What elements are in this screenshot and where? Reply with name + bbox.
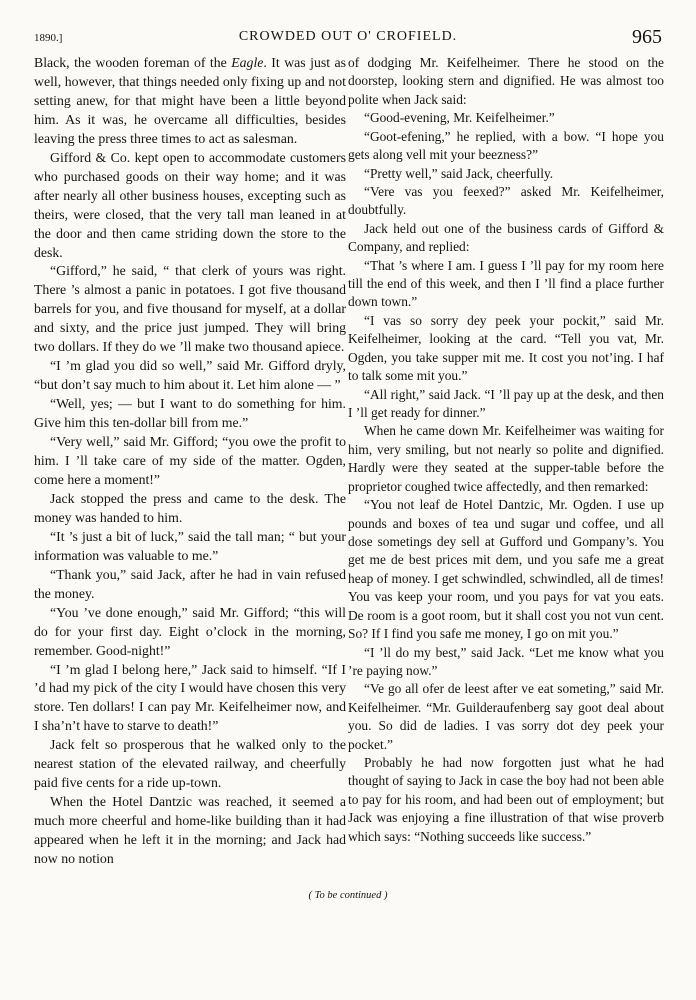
paragraph: When he came down Mr. Keifelheimer was waiting for him, very smiling, but not nearly so polite and dignified. Hardly were they seated at the supper-table before the proprietor coughed twice affectedly, and then remarked: [348, 423, 664, 494]
paragraph: “Gifford,” he said, “ that clerk of yours was right. There ’s almost a panic in potatoes. I got five thousand barrels for you, and five thousand for myself, at a dollar and sixty, and the price just jumped. They will bring two dollars. If they do we ’ll make two thousand apiece. [34, 263, 346, 355]
paragraph: “I ’m glad I belong here,” Jack said to himself. “If I ’d had my pick of the city I would have chosen this very store. Ten dollars! I can pay Mr. Keifelheimer now, and I sha’n’t have to starve to death!” [34, 661, 346, 734]
paragraph: “I ’ll do my best,” said Jack. “Let me know what you ’re paying now.” [348, 644, 664, 678]
page-header [34, 26, 662, 48]
page-number: 965 [632, 26, 662, 48]
paragraph: Jack stopped the press and came to the desk. The money was handed to him. [34, 490, 346, 525]
paragraph: Probably he had now forgotten just what he had thought of saying to Jack in case the boy had not been able to pay for his room, and had been out of employment; but Jack was enjoying a fine illustration of that wise proverb which says: “Nothing succeeds like success.” [348, 755, 664, 844]
paragraph: Black, the wooden foreman of the Eagle. It was just as well, however, that things needed only fixing up and not setting anew, for that might have been a little beyond him. As it was, he overcame all difficulties, besides leaving the press three times to act as salesman. [34, 55, 346, 146]
paragraph: Jack held out one of the business cards of Gifford & Company, and replied: [348, 220, 664, 255]
paragraph: Gifford & Co. kept open to accommodate customers who purchased goods on their way home; and it was after nearly all other business houses, excepting such as theirs, were closed, that the very tall man leaned in at the door and then came striding down the store to the desk. [34, 149, 346, 260]
header-year: 1890.] [34, 32, 63, 44]
paragraph: When the Hotel Dantzic was reached, it seemed a much more cheerful and home-like building than it had appeared when he left it in the morning; and Jack had now no notion [34, 794, 346, 867]
paragraph: Jack felt so prosperous that he walked only to the nearest station of the elevated railway, and cheerfully paid five cents for a ride up-town. [34, 737, 346, 791]
paragraph: “You ’ve done enough,” said Mr. Gifford; “this will do for your first day. Eight o’clock in the morning, remember. Good-night!” [34, 604, 346, 658]
to-be-continued: ( To be continued ) [308, 890, 388, 901]
paragraph: “Very well,” said Mr. Gifford; “you owe the profit to him. I ’ll take care of my side of the matter. Ogden, come here a moment!” [34, 434, 346, 487]
paragraph: “Thank you,” said Jack, after he had in vain refused the money. [34, 566, 346, 601]
running-title: CROWDED OUT O' CROFIELD. [238, 29, 458, 44]
paragraph: “Pretty well,” said Jack, cheerfully. [364, 165, 554, 181]
paragraph: “That ’s where I am. I guess I ’ll pay for my room here till the end of this week, and then I ’ll find a place further down town.” [348, 257, 664, 310]
right-column [348, 54, 664, 846]
paragraph: “Vere vas you feexed?” asked Mr. Keifelheimer, doubtfully. [348, 183, 664, 218]
paragraph: “Ve go all ofer de leest after ve eat someting,” said Mr. Keifelheimer. “Mr. Guilderaufenberg say goot deal about you. So did de ladies. I vas sorry dot dey peek your pocket.” [348, 681, 664, 752]
paragraph: “You not leaf de Hotel Dantzic, Mr. Ogden. I use up pounds and boxes of tea und sugar und coffee, und all dose sometings dey sell at Gufford und Gompany’s. You get me de best prices mit dem, und you safe me a great heap of money. I get schwindled, schwindled, all de times! You vas keep your room, und you pays for vat you eats. De room is a goot room, but it shall cost you not vun cent. So? If I find you safe me money, I go on mit you.” [348, 497, 664, 642]
paragraph: “Goot-efening,” he replied, with a bow. “I hope you gets along vell mit your beezness?” [348, 128, 664, 163]
paragraph: “Well, yes; — but I want to do something for him. Give him this ten-dollar bill from me.” [34, 396, 346, 431]
paragraph: “Good-evening, Mr. Keifelheimer.” [364, 110, 555, 126]
paragraph: “I vas so sorry dey peek your pockit,” said Mr. Keifelheimer, looking at the card. “Tell you vat, Mr. Ogden, you take supper mit me. It cost you not’ing. I haf to talk some mit you.” [348, 312, 664, 384]
paragraph: “It ’s just a bit of luck,” said the tall man; “ but your information was valuable to me.” [34, 528, 346, 563]
paragraph: “All right,” said Jack. “I ’ll pay up at the desk, and then I ’ll get ready for dinner.” [348, 386, 664, 421]
paragraph: “I ’m glad you did so well,” said Mr. Gifford dryly, “but don’t say much to him about it. Let him alone — ” [34, 358, 346, 393]
left-column [34, 54, 346, 869]
paragraph: of dodging Mr. Keifelheimer. There he stood on the doorstep, looking stern and dignified. He was almost too polite when Jack said: [348, 55, 664, 107]
